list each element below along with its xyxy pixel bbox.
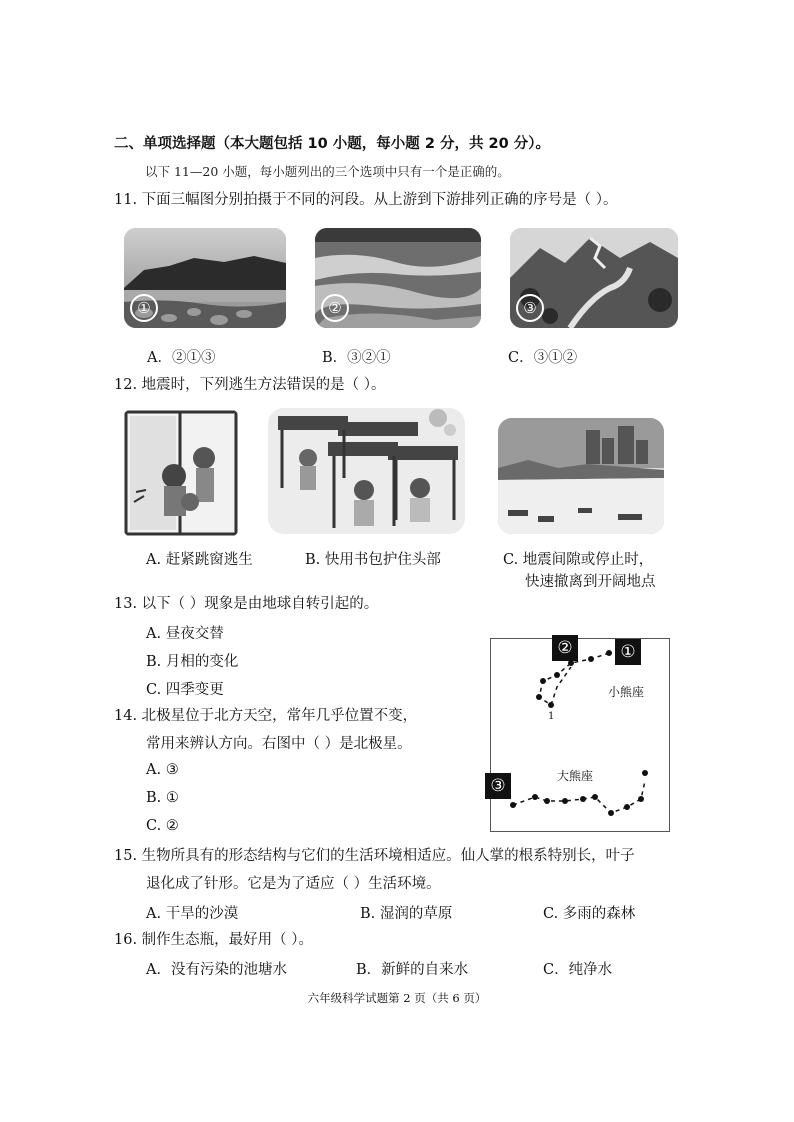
q16-option-a[interactable]: A．没有污染的池塘水 [146,962,287,978]
q11-option-c[interactable]: C．③①② [508,350,578,366]
photo-label-3: ③ [516,294,544,322]
window-jump-illustration [124,410,238,536]
q14-option-c[interactable]: C. ② [146,818,179,834]
q11-option-b[interactable]: B．③②① [322,350,391,366]
q16-option-c[interactable]: C．纯净水 [543,962,613,978]
tick-label: 1 [548,711,555,722]
photo-label-1: ① [130,294,158,322]
river-photo-3 [510,228,678,328]
q11-option-a[interactable]: A．②①③ [147,350,216,366]
q12-option-a[interactable]: A. 赶紧跳窗逃生 [146,552,253,568]
q15-stem-line1: 15. 生物所具有的形态结构与它们的生活环境相适应。仙人掌的根系特别长，叶子 [114,848,635,864]
open-area-illustration [498,418,664,534]
star-marker-3: ③ [485,773,511,799]
q13-option-a[interactable]: A. 昼夜交替 [146,626,224,642]
q12-option-c[interactable]: C. 地震间隙或停止时， [503,552,654,568]
desk-shelter-illustration [268,408,465,534]
q15-stem-line2: 退化成了针形。它是为了适应（ ）生活环境。 [146,876,441,892]
q15-option-c[interactable]: C. 多雨的森林 [543,906,636,922]
q13-option-c[interactable]: C. 四季变更 [146,682,224,698]
q15-option-b[interactable]: B. 湿润的草原 [360,906,453,922]
q13-stem: 13. 以下（ ）现象是由地球自转引起的。 [114,596,379,612]
q12-option-b[interactable]: B. 快用书包护住头部 [305,552,441,568]
section-instruction: 以下 11—20 小题，每小题列出的三个选项中只有一个是正确的。 [145,164,510,179]
q12-option-c-line2: 快速撤离到开阔地点 [525,574,656,590]
q15-option-a[interactable]: A. 干旱的沙漠 [146,906,239,922]
river-photo-1 [124,228,286,328]
star-marker-2: ② [552,635,578,661]
q16-option-b[interactable]: B．新鲜的自来水 [356,962,469,978]
q14-option-a[interactable]: A. ③ [146,762,179,778]
river-photo-2 [315,228,481,328]
q12-stem: 12. 地震时，下列逃生方法错误的是（ ）。 [114,377,386,393]
star-marker-1: ① [615,639,641,665]
q16-stem: 16. 制作生态瓶，最好用（ ）。 [114,932,314,948]
small-dipper-label: 小熊座 [608,685,645,699]
page-footer: 六年级科学试题第 2 页（共 6 页） [307,991,487,1005]
q14-option-b[interactable]: B. ① [146,790,179,806]
q14-stem-line2: 常用来辨认方向。右图中（ ）是北极星。 [146,736,412,752]
constellation-figure [490,638,670,832]
q11-stem: 11. 下面三幅图分别拍摄于不同的河段。从上游到下游排列正确的序号是（ ）。 [114,192,618,208]
section-heading: 二、单项选择题（本大题包括 10 小题，每小题 2 分，共 20 分）。 [114,136,550,152]
photo-label-2: ② [321,294,349,322]
big-dipper-label: 大熊座 [557,769,594,783]
q13-option-b[interactable]: B. 月相的变化 [146,654,239,670]
q14-stem-line1: 14. 北极星位于北方天空，常年几乎位置不变， [114,708,418,724]
